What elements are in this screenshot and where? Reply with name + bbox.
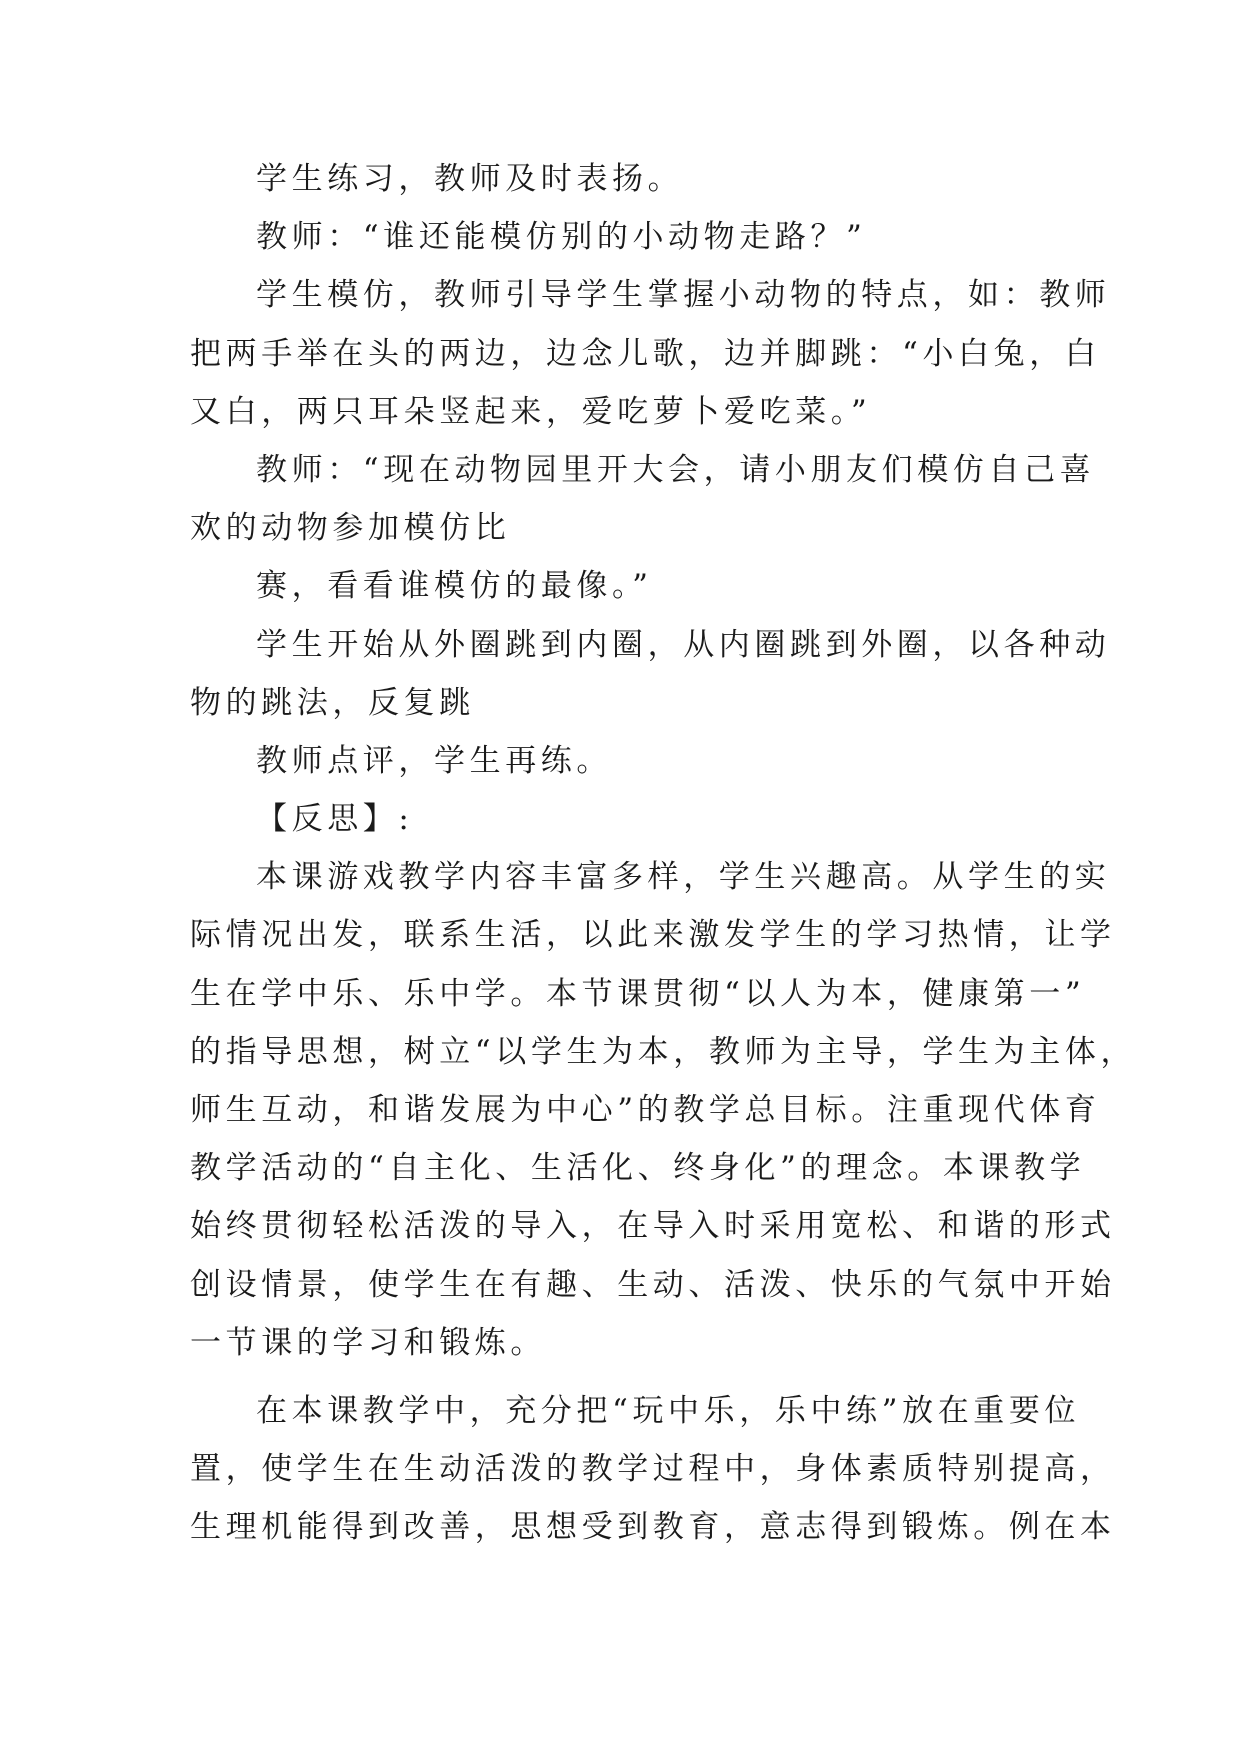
text-line: 教师：“现在动物园里开大会，请小朋友们模仿自己喜 [256,451,1096,488]
text-line: 赛，看看谁模仿的最像。” [256,568,653,605]
text-line: 置，使学生在生动活泼的教学过程中，身体素质特别提高， [190,1451,1116,1488]
text-line: 师生互动，和谐发展为中心”的教学总目标。注重现代体育 [190,1092,1101,1128]
text-line: 创设情景，使学生在有趣、生动、活泼、快乐的气氛中开始 [190,1266,1116,1303]
paragraph-gap [190,1372,1060,1382]
section-heading: 【反思】: [256,801,414,838]
text-line: 一节课的学习和锻炼。 [190,1324,546,1361]
text-line: 本课游戏教学内容丰富多样，学生兴趣高。从学生的实 [256,859,1111,896]
text-line: 始终贯彻轻松活泼的导入，在导入时采用宽松、和谐的形式 [190,1208,1116,1245]
text-line: 学生练习，教师及时表扬。 [256,161,684,197]
text-line: 生在学中乐、乐中学。本节课贯彻“以人为本，健康第一” [190,975,1086,1012]
text-line: 在本课教学中，充分把“玩中乐，乐中练”放在重要位 [256,1392,1081,1429]
text-line: 学生开始从外圈跳到内圈，从内圈跳到外圈，以各种动 [256,626,1111,663]
text-line: 际情况出发，联系生活，以此来激发学生的学习热情，让学 [190,917,1116,954]
text-line: 生理机能得到改善，思想受到教育，意志得到锻炼。例在本 [190,1509,1116,1546]
body-text [190,150,1137,1557]
text-line: 欢的动物参加模仿比 [190,510,511,547]
text-line: 教师：“谁还能模仿别的小动物走路？” [256,219,867,256]
text-line: 物的跳法，反复跳 [190,684,475,721]
text-line: 教师点评，学生再练。 [256,742,612,779]
text-line: 教学活动的“自主化、生活化、终身化”的理念。本课教学 [190,1150,1086,1187]
text-line: 把两手举在头的两边，边念儿歌，边并脚跳：“小白兔，白 [190,335,1101,372]
text-line: 的指导思想，树立“以学生为本，教师为主导，学生为主体， [190,1033,1137,1070]
text-line: 又白，两只耳朵竖起来，爱吃萝卜爱吃菜。” [190,393,872,430]
text-line: 学生模仿，教师引导学生掌握小动物的特点，如：教师 [256,277,1111,314]
